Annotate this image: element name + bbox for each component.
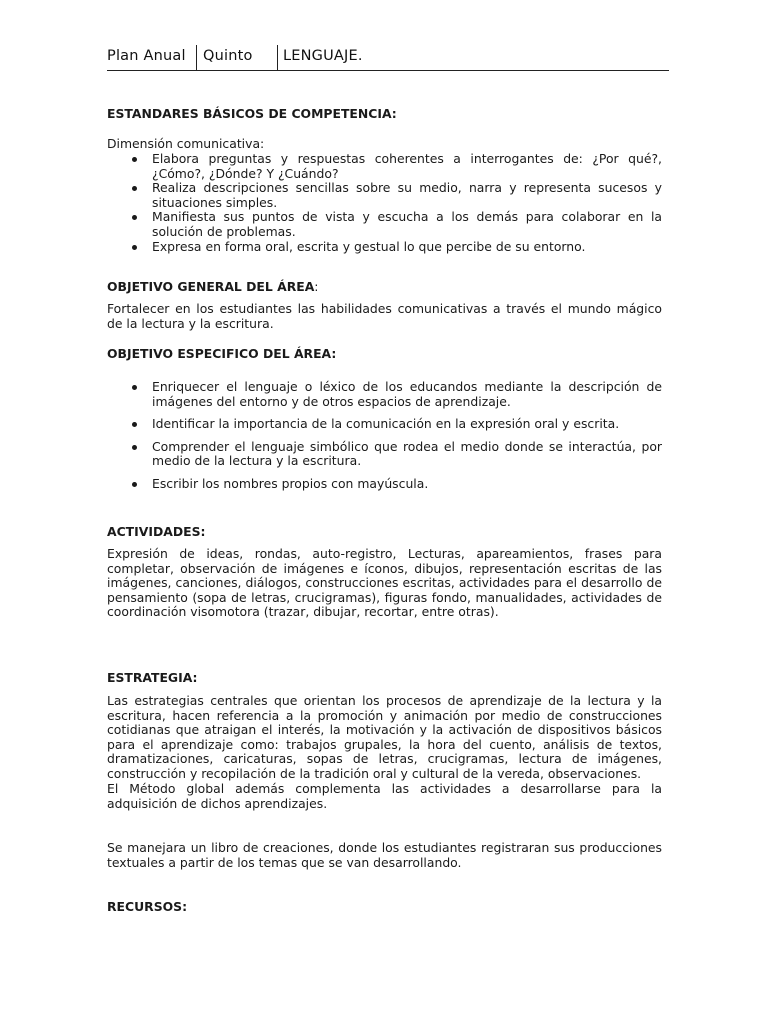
list-item: Manifiesta sus puntos de vista y escucha a los demás para colaborar en la solución de problemas. — [107, 210, 662, 239]
actividades-heading: ACTIVIDADES: — [107, 524, 206, 539]
list-item: Expresa en forma oral, escrita y gestual lo que percibe de su entorno. — [107, 240, 662, 255]
list-item: Escribir los nombres propios con mayúscula. — [107, 477, 662, 492]
estrategia-paragraph-2: El Método global además complementa las actividades a desarrollarse para la adquisición de dichos aprendizajes. — [107, 781, 662, 811]
estandares-heading: ESTANDARES BÁSICOS DE COMPETENCIA: — [107, 106, 397, 121]
objetivo-general-heading-text: OBJETIVO GENERAL DEL ÁREA — [107, 279, 315, 294]
estandares-list — [107, 152, 662, 254]
objetivo-especifico-heading: OBJETIVO ESPECIFICO DEL ÁREA: — [107, 346, 337, 361]
list-item: Identificar la importancia de la comunicación en la expresión oral y escrita. — [107, 417, 662, 432]
header-grade: Quinto — [203, 48, 253, 64]
header-divider — [277, 45, 278, 71]
page-header — [107, 44, 669, 71]
list-item: Realiza descripciones sencillas sobre su medio, narra y representa sucesos y situaciones simples. — [107, 181, 662, 210]
actividades-text: Expresión de ideas, rondas, auto-registro, Lecturas, apareamientos, frases para completar, observación de imágenes e íconos, dibujos, representación escritas de las imágenes, canciones, diálogos, construcciones escritas, actividades para el desarrollo de pensamiento (sopa de letras, crucigramas), figuras fondo, manualidades, actividades de coordinación visomotora (trazar, dibujar, recortar, entre otras). — [107, 546, 662, 620]
list-item: Elabora preguntas y respuestas coherentes a interrogantes de: ¿Por qué?, ¿Cómo?, ¿Dónde? Y ¿Cuándo? — [107, 152, 662, 181]
header-plan-anual: Plan Anual — [107, 48, 186, 64]
objetivo-especifico-list — [107, 380, 662, 500]
estrategia-paragraph-3: Se manejara un libro de creaciones, donde los estudiantes registraran sus producciones textuales a partir de los temas que se van desarrollando. — [107, 840, 662, 870]
objetivo-general-heading — [107, 280, 662, 295]
objetivo-general-text: Fortalecer en los estudiantes las habilidades comunicativas a través el mundo mágico de la lectura y la escritura. — [107, 301, 662, 331]
recursos-heading: RECURSOS: — [107, 899, 188, 914]
list-item: Enriquecer el lenguaje o léxico de los educandos mediante la descripción de imágenes del entorno y de otros espacios de aprendizaje. — [107, 380, 662, 409]
header-divider — [196, 45, 197, 71]
estrategia-paragraph-1: Las estrategias centrales que orientan los procesos de aprendizaje de la lectura y la escritura, hacen referencia a la promoción y animación por medio de construcciones cotidianas que atraigan el interés, la motivación y la activación de dispositivos básicos para el aprendizaje como: trabajos grupales, la hora del cuento, análisis de textos, dramatizaciones, caricaturas, sopas de letras, crucigramas, lectura de imágenes, construcción y recopilación de la tradición oral y cultural de la vereda, observaciones. — [107, 693, 662, 781]
estrategia-heading: ESTRATEGIA: — [107, 670, 198, 685]
estandares-dimension: Dimensión comunicativa: — [107, 136, 265, 151]
header-subject: LENGUAJE. — [283, 48, 363, 64]
objetivo-general-heading-colon: : — [314, 279, 319, 294]
list-item: Comprender el lenguaje simbólico que rodea el medio donde se interactúa, por medio de la lectura y la escritura. — [107, 440, 662, 469]
